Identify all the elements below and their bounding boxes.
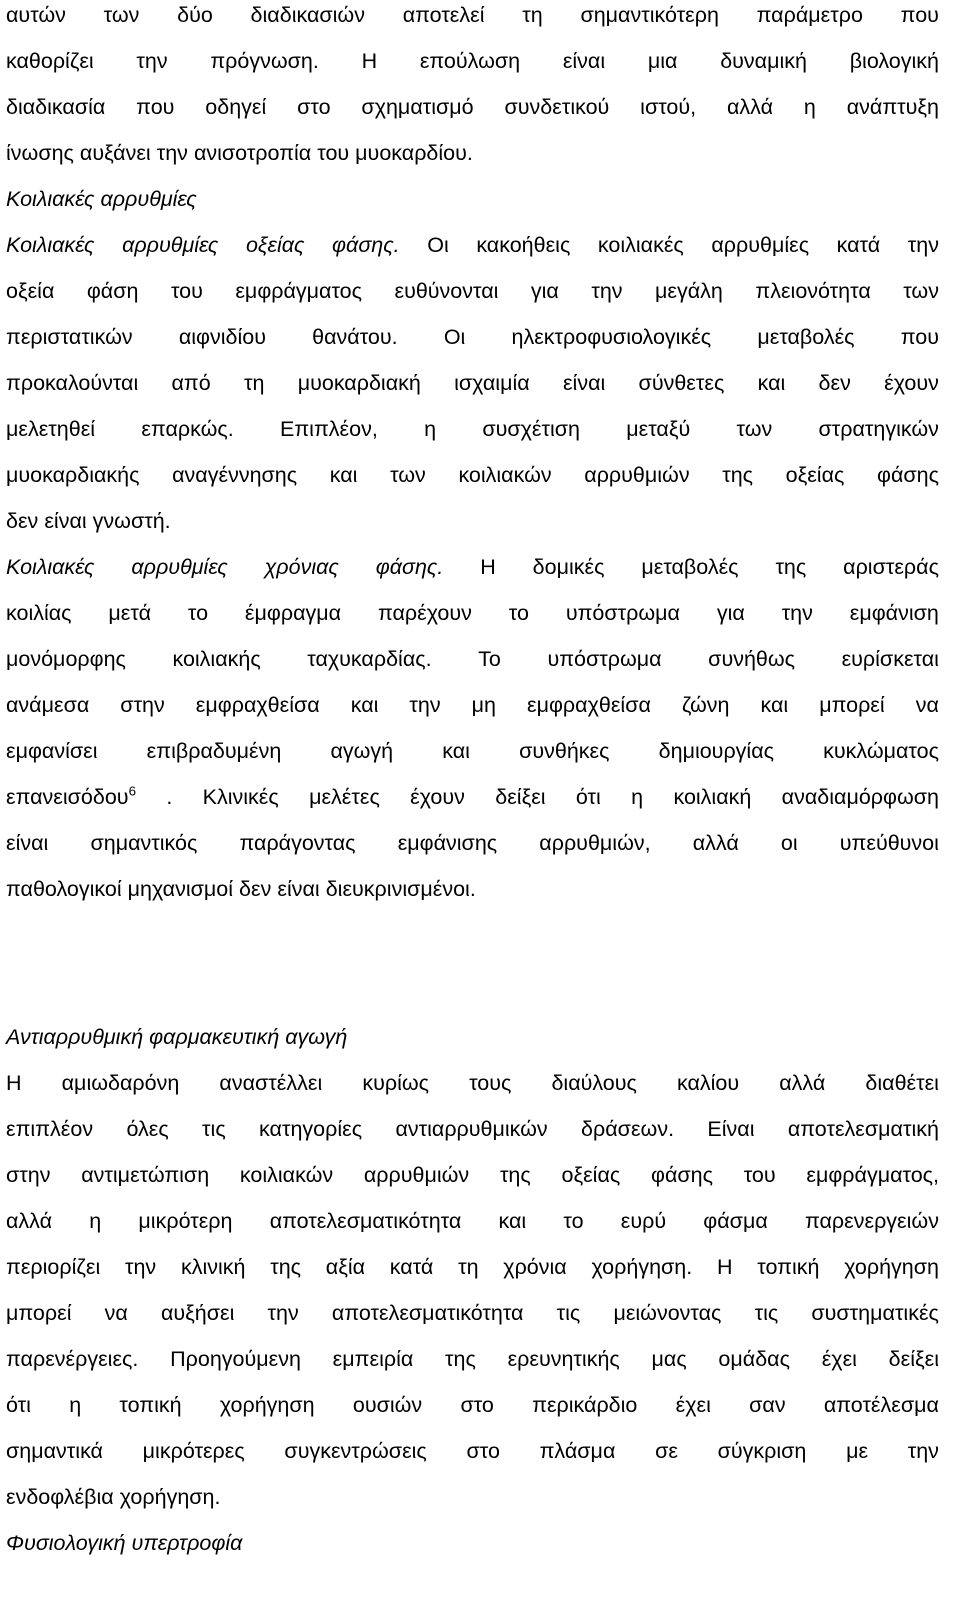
text-line: διαδικασία που οδηγεί στο σχηματισμό συνδετικού ιστού, αλλά η ανάπτυξη (6, 95, 939, 119)
text-line: αυτών των δύο διαδικασιών αποτελεί τη σημαντικότερη παράμετρο που (6, 3, 939, 27)
text-line: σημαντικά μικρότερες συγκεντρώσεις στο πλάσμα σε σύγκριση με την (6, 1439, 939, 1463)
text-line: δεν είναι γνωστή. (6, 509, 171, 533)
text-line: μελετηθεί επαρκώς. Επιπλέον, η συσχέτιση μεταξύ των στρατηγικών (6, 417, 939, 441)
text-line: Κοιλιακές αρρυθμίες οξείας φάσης. Οι κακοήθεις κοιλιακές αρρυθμίες κατά την (6, 233, 939, 257)
text-line: εμφανίσει επιβραδυμένη αγωγή και συνθήκες δημιουργίας κυκλώματος (6, 739, 939, 763)
text-line-with-reference: επανεισόδου$^6$ . Κλινικές μελέτες έχουν δείξει ότι η κοιλιακή αναδιαμόρφωση (6, 782, 939, 812)
text-line: αλλά η μικρότερη αποτελεσματικότητα και το ευρύ φάσμα παρενεργειών (6, 1209, 939, 1233)
text-line: μυοκαρδιακής αναγέννησης και των κοιλιακών αρρυθμιών της οξείας φάσης (6, 463, 939, 487)
reference-number: 6 (128, 783, 136, 799)
text-line: μονόμορφης κοιλιακής ταχυκαρδίας. Το υπόστρωμα συνήθως ευρίσκεται (6, 647, 939, 671)
text-line: ανάμεσα στην εμφραχθείσα και την μη εμφραχθείσα ζώνη και μπορεί να (6, 693, 939, 717)
reference-word: επανεισόδου$^6$ (6, 783, 136, 809)
text-line: περιορίζει την κλινική της αξία κατά τη χρόνια χορήγηση. Η τοπική χορήγηση (6, 1255, 939, 1279)
text-line: παρενέργειες. Προηγούμενη εμπειρία της ερευνητικής μας ομάδας έχει δείξει (6, 1347, 939, 1371)
text-line: ίνωσης αυξάνει την ανισοτροπία του μυοκαρδίου. (6, 141, 473, 165)
text-line: προκαλούνται από τη μυοκαρδιακή ισχαιμία είναι σύνθετες και δεν έχουν (6, 371, 939, 395)
text-line: είναι σημαντικός παράγοντας εμφάνισης αρρυθμιών, αλλά οι υπεύθυνοι (6, 831, 939, 855)
text-line: Η αμιωδαρόνη αναστέλλει κυρίως τους διαύλους καλίου αλλά διαθέτει (6, 1071, 939, 1095)
section-heading-text: Κοιλιακές αρρυθμίες (6, 187, 197, 211)
text-line: οξεία φάση του εμφράγματος ευθύνονται για την μεγάλη πλειονότητα των (6, 279, 939, 303)
text-line: κοιλίας μετά το έμφραγμα παρέχουν το υπόστρωμα για την εμφάνιση (6, 601, 939, 625)
text-line: περιστατικών αιφνιδίου θανάτου. Οι ηλεκτροφυσιολογικές μεταβολές που (6, 325, 939, 349)
text-line: ενδοφλέβια χορήγηση. (6, 1485, 221, 1509)
text-line: παθολογικοί μηχανισμοί δεν είναι διευκρινισμένοι. (6, 877, 476, 901)
text-line: Κοιλιακές αρρυθμίες χρόνιας φάσης. Η δομικές μεταβολές της αριστεράς (6, 555, 939, 579)
text-line: μπορεί να αυξήσει την αποτελεσματικότητα τις μειώνοντας τις συστηματικές (6, 1301, 939, 1325)
section-heading (6, 1528, 939, 1558)
text-line: καθορίζει την πρόγνωση. Η επούλωση είναι μια δυναμική βιολογική (6, 49, 939, 73)
text-line: στην αντιμετώπιση κοιλιακών αρρυθμιών της οξείας φάσης του εμφράγματος, (6, 1163, 939, 1187)
text-line: επιπλέον όλες τις κατηγορίες αντιαρρυθμικών δράσεων. Είναι αποτελεσματική (6, 1117, 939, 1141)
section-heading-text: Φυσιολογική υπερτροφία (6, 1531, 243, 1555)
section-heading-text: Αντιαρρυθμική φαρμακευτική αγωγή (6, 1025, 348, 1049)
section-heading (6, 1022, 939, 1052)
section-heading (6, 184, 939, 214)
text-line: ότι η τοπική χορήγηση ουσιών στο περικάρδιο έχει σαν αποτέλεσμα (6, 1393, 939, 1417)
